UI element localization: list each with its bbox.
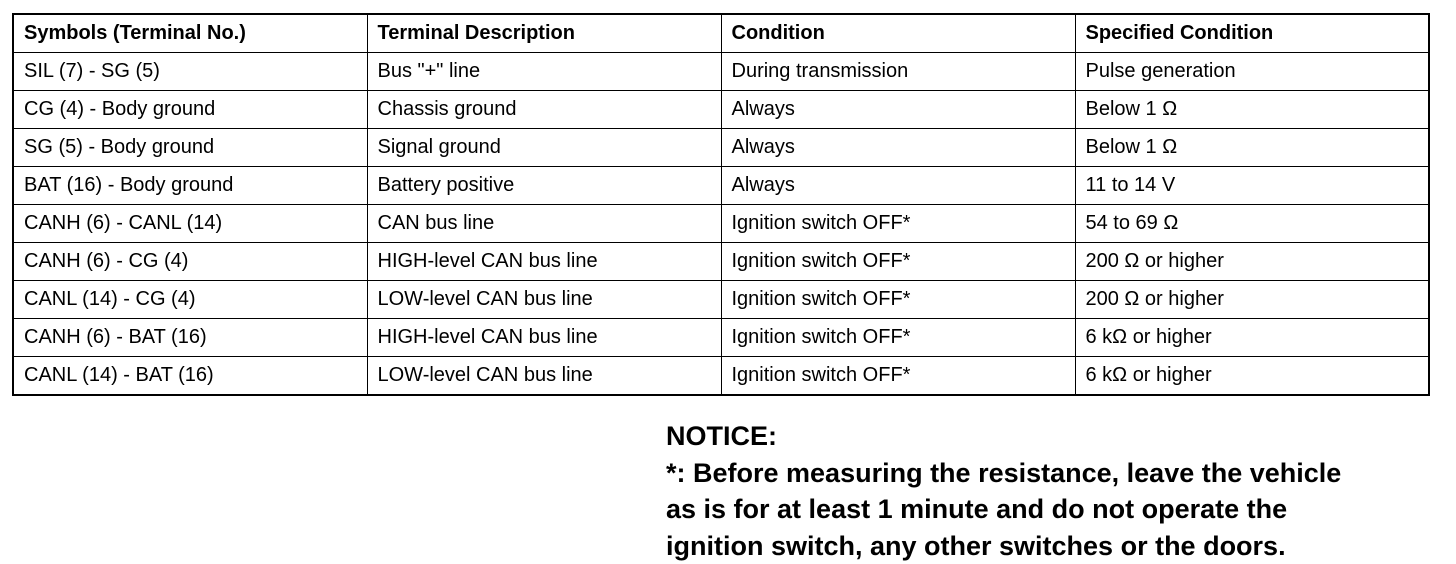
notice-line: *: Before measuring the resistance, leave the vehicle [666,457,1342,488]
header-specified-condition: Specified Condition [1075,14,1429,53]
cell-specified-condition: 200 Ω or higher [1075,243,1429,281]
table-row [13,53,1429,91]
table-row [13,205,1429,243]
cell-symbols: SG (5) - Body ground [13,129,367,167]
cell-symbols: CANH (6) - CG (4) [13,243,367,281]
cell-terminal-description: Bus "+" line [367,53,721,91]
cell-condition: Ignition switch OFF* [721,281,1075,319]
cell-condition: Always [721,129,1075,167]
cell-terminal-description: Battery positive [367,167,721,205]
cell-terminal-description: Chassis ground [367,91,721,129]
cell-specified-condition: 54 to 69 Ω [1075,205,1429,243]
cell-symbols: CANH (6) - CANL (14) [13,205,367,243]
cell-symbols: CANH (6) - BAT (16) [13,319,367,357]
cell-specified-condition: 11 to 14 V [1075,167,1429,205]
cell-specified-condition: Below 1 Ω [1075,129,1429,167]
cell-condition: Always [721,167,1075,205]
cell-condition: During transmission [721,53,1075,91]
cell-terminal-description: LOW-level CAN bus line [367,357,721,396]
cell-condition: Ignition switch OFF* [721,243,1075,281]
cell-symbols: CANL (14) - CG (4) [13,281,367,319]
table-row [13,129,1429,167]
cell-condition: Ignition switch OFF* [721,205,1075,243]
cell-specified-condition: 6 kΩ or higher [1075,319,1429,357]
cell-terminal-description: HIGH-level CAN bus line [367,319,721,357]
table-row [13,91,1429,129]
notice-line: as is for at least 1 minute and do not operate the [666,494,1288,524]
cell-terminal-description: HIGH-level CAN bus line [367,243,721,281]
terminal-table [12,13,1430,396]
cell-symbols: BAT (16) - Body ground [13,167,367,205]
cell-specified-condition: 200 Ω or higher [1075,281,1429,319]
table-row [13,357,1429,396]
cell-specified-condition: 6 kΩ or higher [1075,357,1429,396]
notice-block [666,418,1446,564]
cell-specified-condition: Below 1 Ω [1075,91,1429,129]
cell-symbols: SIL (7) - SG (5) [13,53,367,91]
notice-heading: NOTICE: [666,421,777,451]
table-row [13,243,1429,281]
notice-line: ignition switch, any other switches or the doors. [666,530,1286,561]
cell-condition: Ignition switch OFF* [721,357,1075,396]
table-header-row [13,14,1429,53]
cell-terminal-description: LOW-level CAN bus line [367,281,721,319]
cell-symbols: CANL (14) - BAT (16) [13,357,367,396]
table-row [13,167,1429,205]
table-row [13,281,1429,319]
cell-terminal-description: CAN bus line [367,205,721,243]
cell-condition: Ignition switch OFF* [721,319,1075,357]
cell-specified-condition: Pulse generation [1075,53,1429,91]
header-symbols: Symbols (Terminal No.) [13,14,367,53]
cell-symbols: CG (4) - Body ground [13,91,367,129]
cell-condition: Always [721,91,1075,129]
header-terminal-description: Terminal Description [367,14,721,53]
cell-terminal-description: Signal ground [367,129,721,167]
header-condition: Condition [721,14,1075,53]
table-row [13,319,1429,357]
